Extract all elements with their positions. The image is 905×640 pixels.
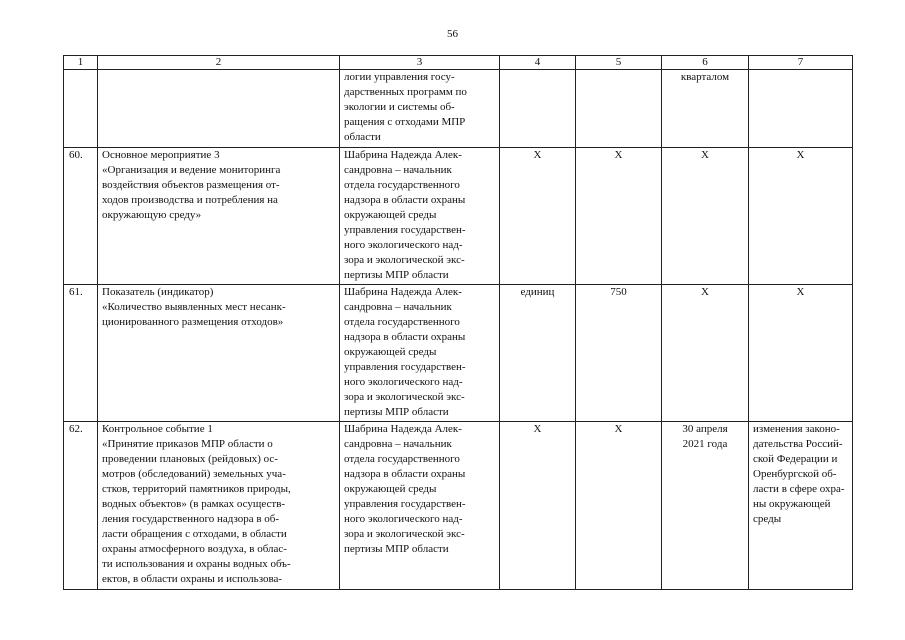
row-number: 60. <box>64 148 98 285</box>
row-responsible: Шабрина Надежда Алек- сандровна – начальник отдела государственного надзора в области охраны окружающей среды управления государствен- ного экологического над- зора и экологической экс- пертизы МПР области <box>340 285 500 422</box>
row-responsible: Шабрина Надежда Алек- сандровна – начальник отдела государственного надзора в области охраны окружающей среды управления государствен- ного экологического над- зора и экологической экс- пертизы МПР области <box>340 422 500 590</box>
row-deadline: Х <box>662 148 749 285</box>
row-note <box>749 70 853 148</box>
header-cell: 7 <box>749 56 853 70</box>
header-cell: 2 <box>98 56 340 70</box>
table-row <box>64 148 853 285</box>
row-note: Х <box>749 285 853 422</box>
row-value <box>576 70 662 148</box>
table-row <box>64 422 853 590</box>
row-title: Показатель (индикатор) «Количество выявленных мест несанк- ционированного размещения отходов» <box>98 285 340 422</box>
row-note: Х <box>749 148 853 285</box>
header-row <box>64 56 853 70</box>
row-unit <box>500 70 576 148</box>
row-responsible: логии управления госу- дарственных программ по экологии и системы об- ращения с отходами МПР области <box>340 70 500 148</box>
header-cell: 5 <box>576 56 662 70</box>
header-cell: 1 <box>64 56 98 70</box>
row-value: Х <box>576 148 662 285</box>
header-cell: 4 <box>500 56 576 70</box>
measures-table <box>63 55 853 590</box>
row-title: Контрольное событие 1 «Принятие приказов МПР области о проведении плановых (рейдовых) ос- мотров (обследований) земельных уча- стков, территорий памятников природы, водных объектов» (в рамках осуществ- ления государственного надзора в об- ласти обращения с отходами, в области охраны атмосферного воздуха, в облас- ти использования и охраны водных объ- ектов, в области охраны и использова- <box>98 422 340 590</box>
row-unit: Х <box>500 422 576 590</box>
row-title <box>98 70 340 148</box>
row-deadline: кварталом <box>662 70 749 148</box>
row-number <box>64 70 98 148</box>
row-unit: единиц <box>500 285 576 422</box>
row-unit: Х <box>500 148 576 285</box>
row-deadline: 30 апреля 2021 года <box>662 422 749 590</box>
header-cell: 3 <box>340 56 500 70</box>
page-number: 56 <box>447 28 458 40</box>
header-cell: 6 <box>662 56 749 70</box>
row-responsible: Шабрина Надежда Алек- сандровна – начальник отдела государственного надзора в области охраны окружающей среды управления государствен- ного экологического над- зора и экологической экс- пертизы МПР области <box>340 148 500 285</box>
row-number: 61. <box>64 285 98 422</box>
row-note: изменения законо- дательства Россий- ской Федерации и Оренбургской об- ласти в сфере охра- ны окружающей среды <box>749 422 853 590</box>
table-row <box>64 285 853 422</box>
row-title: Основное мероприятие 3 «Организация и ведение мониторинга воздействия объектов размещения от- ходов производства и потребления на окружающую среду» <box>98 148 340 285</box>
row-deadline: Х <box>662 285 749 422</box>
row-number: 62. <box>64 422 98 590</box>
row-value: 750 <box>576 285 662 422</box>
table-row <box>64 70 853 148</box>
row-value: Х <box>576 422 662 590</box>
